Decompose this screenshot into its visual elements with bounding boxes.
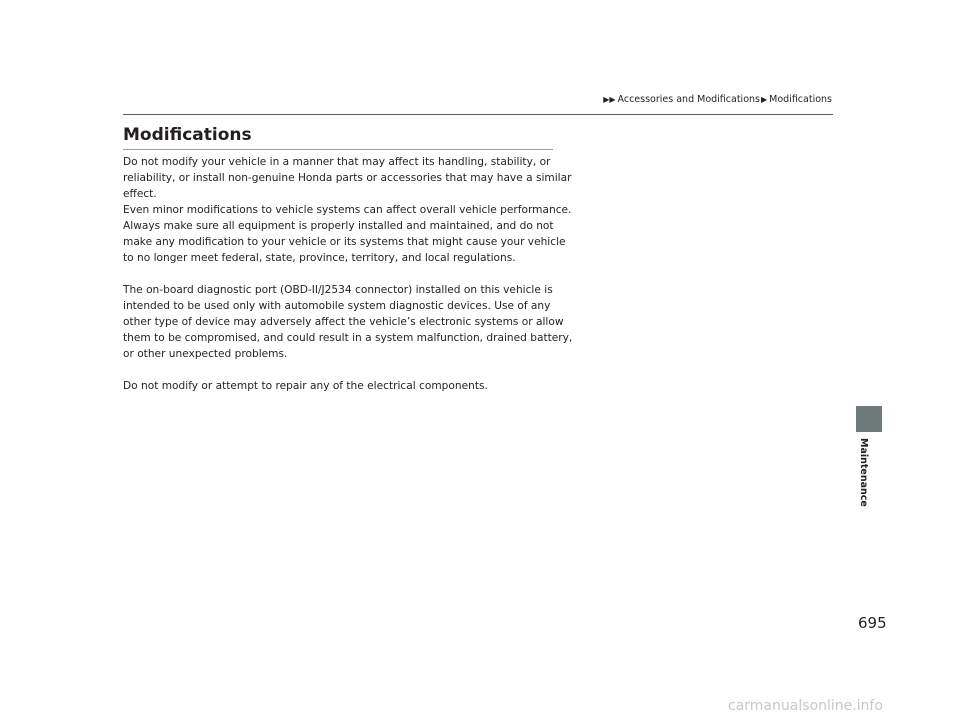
paragraph-line: other type of device may adversely affect the vehicle’s electronic systems or allow bbox=[123, 316, 564, 328]
paragraph-line: Do not modify your vehicle in a manner that may affect its handling, stability, or bbox=[123, 156, 551, 168]
paragraph-line: them to be compromised, and could result in a system malfunction, drained battery, bbox=[123, 332, 573, 344]
breadcrumb-item-modifications[interactable]: Modifications bbox=[769, 94, 832, 105]
breadcrumb-item-accessories[interactable]: Accessories and Modifications bbox=[617, 94, 760, 105]
paragraph-line: reliability, or install non-genuine Honda parts or accessories that may have a similar bbox=[123, 172, 572, 184]
header-divider bbox=[123, 114, 833, 115]
watermark: carmanualsonline.info bbox=[728, 698, 883, 714]
paragraph-line: Even minor modifications to vehicle systems can affect overall vehicle performance. bbox=[123, 204, 572, 216]
chapter-tab[interactable] bbox=[856, 406, 882, 432]
paragraph-line: intended to be used only with automobile system diagnostic devices. Use of any bbox=[123, 300, 551, 312]
paragraph-line: Do not modify or attempt to repair any of the electrical components. bbox=[123, 380, 488, 392]
chapter-label: Maintenance bbox=[858, 438, 869, 507]
breadcrumb-separator-icon: ▶ bbox=[760, 95, 768, 104]
page-number: 695 bbox=[858, 614, 887, 632]
body-text bbox=[123, 154, 573, 394]
title-underline bbox=[123, 149, 553, 150]
paragraph-gap bbox=[123, 362, 563, 378]
paragraph-line: effect. bbox=[123, 188, 157, 200]
paragraph-line: Always make sure all equipment is properly installed and maintained, and do not bbox=[123, 220, 554, 232]
paragraph-line: to no longer meet federal, state, province, territory, and local regulations. bbox=[123, 252, 516, 264]
paragraph-gap bbox=[123, 266, 563, 282]
paragraph-line: make any modification to your vehicle or its systems that might cause your vehicle bbox=[123, 236, 566, 248]
paragraph-line: The on-board diagnostic port (OBD-II/J2534 connector) installed on this vehicle is bbox=[123, 284, 553, 296]
breadcrumb-arrow-icon: ▶ ▶ bbox=[603, 95, 614, 104]
breadcrumb bbox=[602, 94, 832, 105]
paragraph-line: or other unexpected problems. bbox=[123, 348, 288, 360]
section-title: Modifications bbox=[123, 125, 252, 145]
